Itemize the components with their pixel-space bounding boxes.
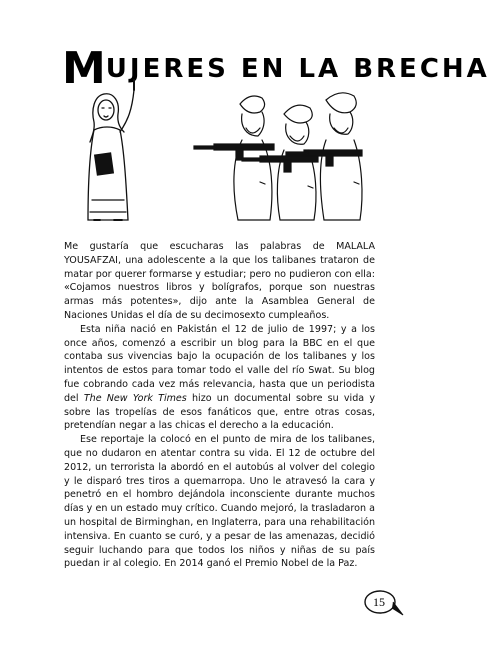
page-number-badge — [362, 588, 406, 618]
paragraph-3 — [64, 433, 375, 571]
paragraph-2 — [64, 323, 375, 433]
newspaper-name: The New York Times — [83, 392, 187, 404]
paragraph-1 — [64, 240, 375, 323]
paragraph-3-text: Ese reportaje la colocó en el punto de mira de los talibanes, que no dudaron en atentar contra su vida. El 12 de octubre del 2012, un terrorista la abordó en el autobús al volver del colegio y le disparó tres tiros a quemarropa. Uno le atravesó la cara y penetró en el hombro dejándola inconsciente durante muchos días y en un estado muy crítico. Cuando mejoró, la trasladaron a un hospital de Birminghan, en Inglaterra, para una rehabilitación intensiva. En cuanto se curó, y a pesar de las amenazas, decidió seguir luchando para que todos los niños y niñas de su país puedan ir al colegio. En 2014 ganó el Premio Nobel de la Paz. — [64, 434, 375, 570]
illustration — [64, 70, 394, 232]
paragraph-2-text-a: Esta niña nació en Pakistán el 12 de julio de 1997; y a los once años, comenzó a escribir un blog para la BBC en el que contaba sus vivencias bajo la ocupación de los talibanes y los intentos de estos para tomar todo el valle del río Swat. Su blog fue cobrando cada vez más relevancia, hasta que un periodista del — [64, 323, 375, 404]
body-text — [64, 240, 375, 571]
paragraph-2-text-b: hizo un documental sobre su vida y sobre las tropelías de esos fanáticos que, entre otras cosas, pretendían negar a las chicas el derecho a la educación. — [64, 392, 375, 432]
title-rest: UJERES EN LA BRECHA — [105, 54, 490, 84]
title-initial: M — [62, 43, 106, 94]
page-number: 15 — [373, 595, 385, 609]
girl-with-book-icon — [88, 80, 134, 220]
rifles — [194, 144, 362, 172]
paragraph-1-text: Me gustaría que escucharas las palabras de MALALA YOUSAFZAI, una adolescente a la que los talibanes trataron de matar por querer formarse y estudiar; pero no pudieron con ella: «Cojamos nuestros libros y bolígrafos, porque son nuestras armas más potentes», dijo ante la Asamblea General de Naciones Unidas el día de su decimosexto cumpleaños. — [64, 241, 375, 321]
